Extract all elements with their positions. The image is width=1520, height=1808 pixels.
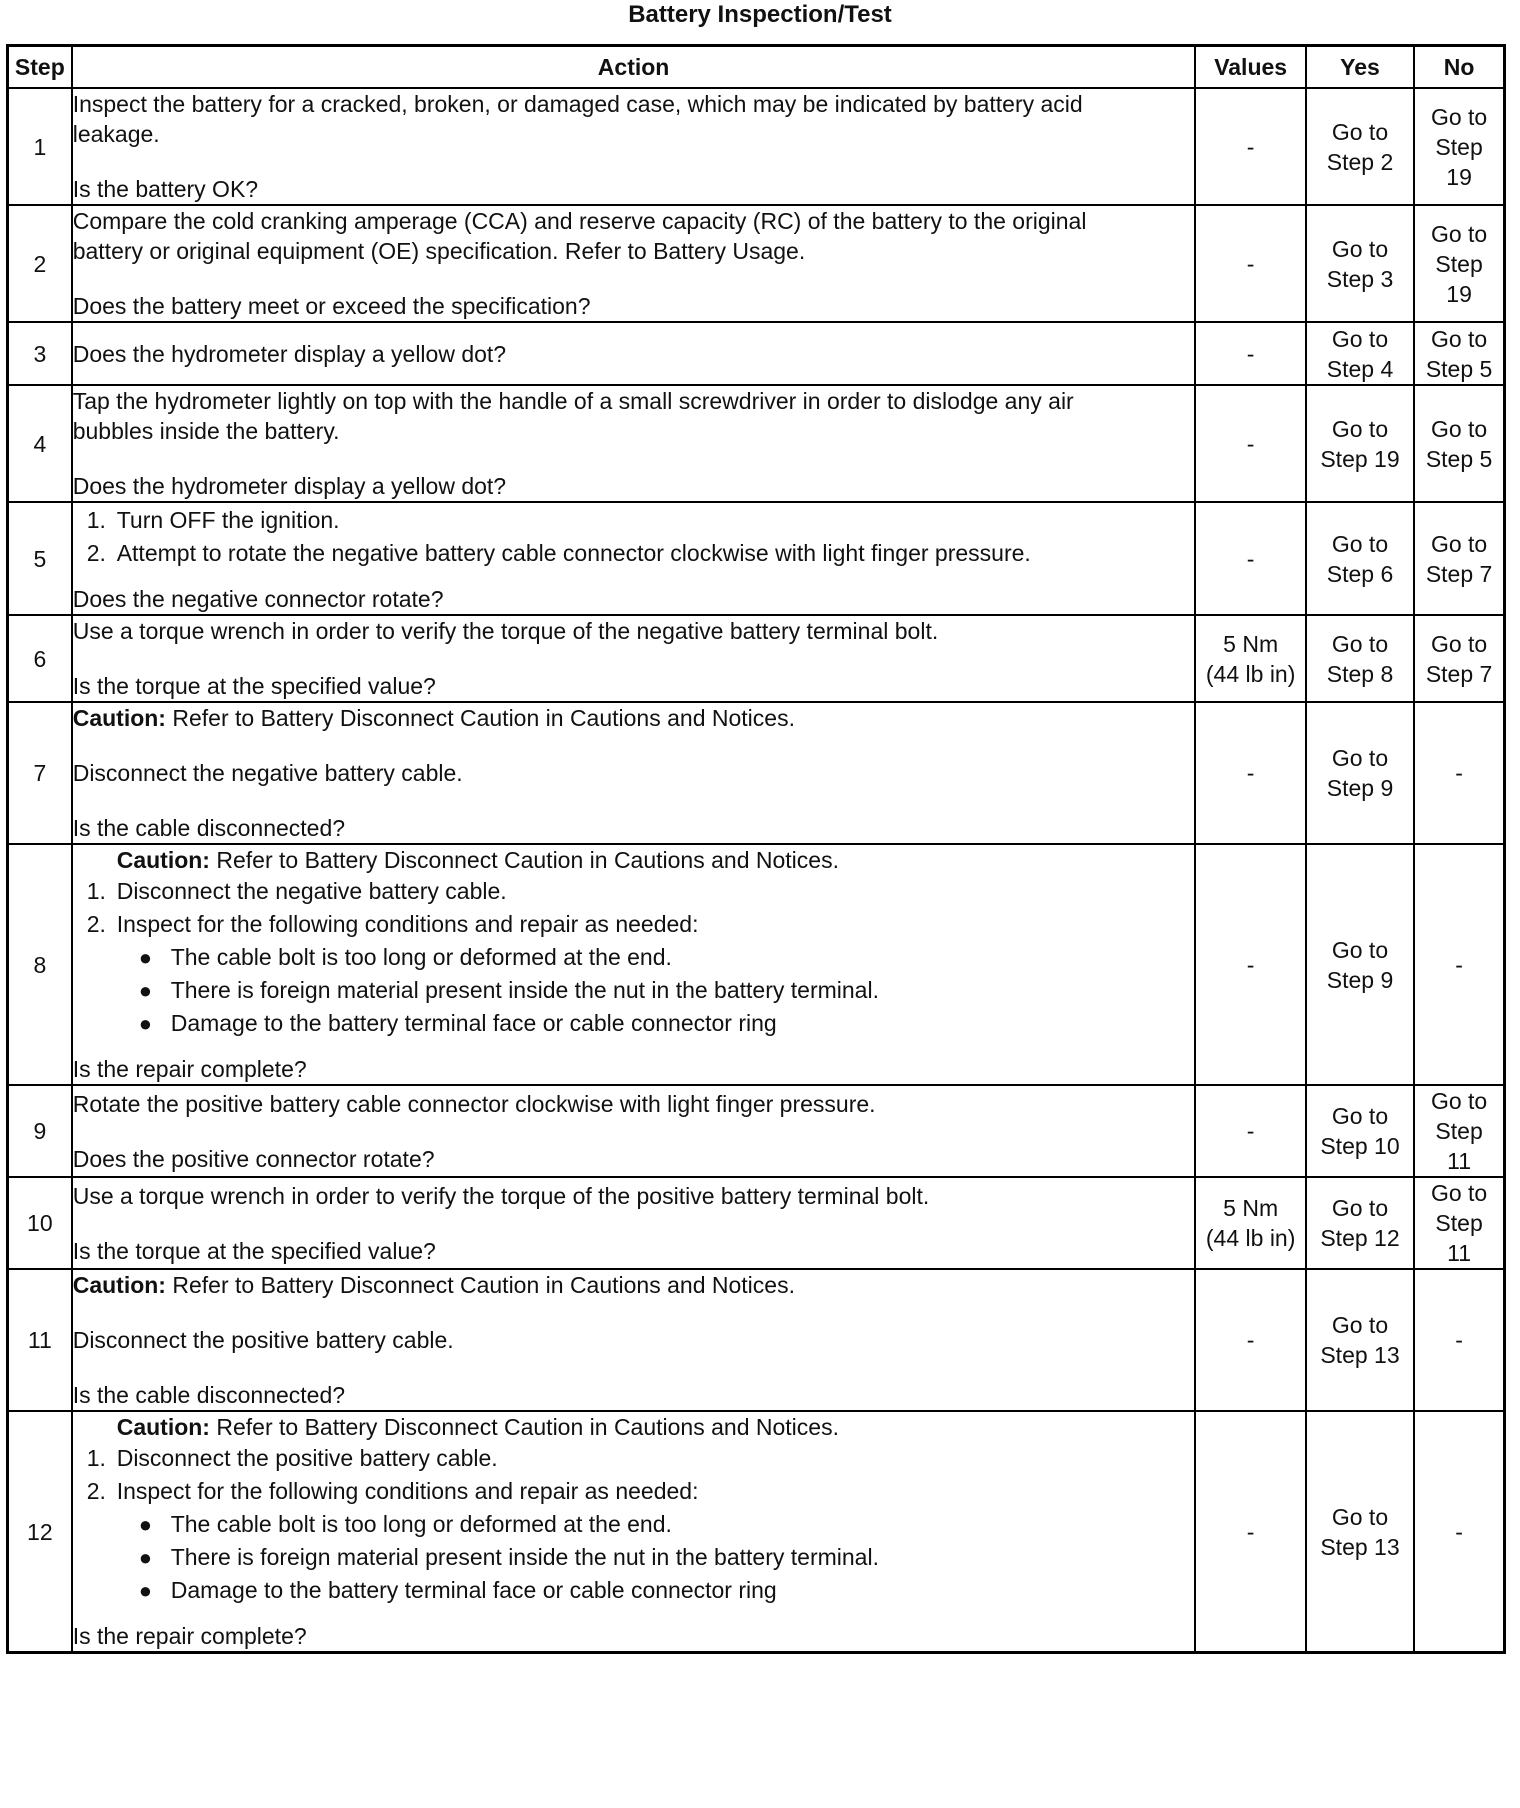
caution-label: Caution: (72, 1272, 166, 1298)
no-goto: 19 (1446, 280, 1472, 307)
list-text: Inspect for the following conditions and repair as needed: (116, 1478, 699, 1504)
question-text: Is the battery OK? (72, 176, 259, 202)
yes-cell (1306, 844, 1414, 1085)
header-action: Action (72, 46, 1196, 89)
caution-label: Caution: (72, 705, 166, 731)
yes-cell (1306, 1411, 1414, 1653)
bullet-text: The cable bolt is too long or deformed at the end. (170, 944, 672, 970)
list-item (87, 1475, 1195, 1508)
values-cell: - (1195, 1411, 1305, 1653)
yes-goto: Step 8 (1326, 660, 1394, 687)
no-goto: Step 5 (1425, 355, 1493, 382)
values-cell: - (1195, 88, 1305, 205)
step-number: 1 (8, 88, 72, 205)
caution-label: Caution: (116, 1414, 210, 1440)
caution-note (73, 1412, 1195, 1442)
no-goto: Go to (1430, 415, 1488, 442)
table-row (8, 844, 1505, 1085)
header-no: No (1414, 46, 1504, 89)
no-goto: - (1455, 1518, 1463, 1545)
bullet-list (73, 941, 1195, 1040)
yes-cell (1306, 702, 1414, 844)
no-goto: Step 7 (1425, 660, 1493, 687)
caution-text: Refer to Battery Disconnect Caution in Cautions and Notices. (209, 847, 839, 873)
bullet-item (139, 1508, 1195, 1541)
table-row (8, 1269, 1505, 1411)
value-text: (44 lb in) (1205, 660, 1296, 687)
bullet-item (139, 1541, 1195, 1574)
action-block (73, 1325, 1195, 1355)
no-cell (1414, 502, 1504, 615)
list-number: 1. (86, 506, 106, 533)
bullet-item (139, 974, 1195, 1007)
no-cell (1414, 1177, 1504, 1269)
yes-goto: Step 4 (1326, 355, 1394, 382)
yes-goto: Step 12 (1320, 1225, 1400, 1251)
caution-note (73, 845, 1195, 875)
step-number: 2 (8, 205, 72, 322)
yes-goto: Step 13 (1320, 1342, 1400, 1368)
list-text: Attempt to rotate the negative battery cable connector clockwise with light finger pressure. (116, 539, 1031, 566)
question-text: Does the battery meet or exceed the specification? (72, 293, 591, 319)
no-goto: - (1455, 760, 1463, 786)
action-text: Compare the cold cranking amperage (CCA) and reserve capacity (RC) of the battery to the original (72, 208, 1087, 234)
question-text: Does the hydrometer display a yellow dot? (72, 473, 507, 499)
no-cell (1414, 702, 1504, 844)
action-text: Inspect the battery for a cracked, broken, or damaged case, which may be indicated by battery acid (72, 91, 1083, 117)
yes-cell (1306, 205, 1414, 322)
action-block (73, 339, 1195, 369)
caution-block (73, 1270, 1195, 1300)
yes-goto: Step 19 (1320, 445, 1400, 472)
no-goto: Step (1435, 133, 1483, 160)
bullet-icon: ● (138, 1512, 152, 1537)
no-cell (1414, 322, 1504, 385)
no-cell (1414, 205, 1504, 322)
table-row (8, 322, 1505, 385)
step-number: 3 (8, 322, 72, 385)
yes-cell (1306, 1269, 1414, 1411)
action-block (73, 89, 1195, 149)
no-goto: - (1455, 951, 1463, 978)
action-block (73, 758, 1195, 788)
step-number: 7 (8, 702, 72, 844)
action-text: Use a torque wrench in order to verify the torque of the negative battery terminal bolt. (72, 618, 939, 644)
bullet-list (73, 1508, 1195, 1607)
no-goto: Go to (1430, 325, 1488, 352)
step-number: 5 (8, 502, 72, 615)
values-cell: - (1195, 702, 1305, 844)
value-text: (44 lb in) (1205, 1225, 1296, 1251)
bullet-icon: ● (138, 1578, 152, 1603)
yes-goto: Step 6 (1326, 560, 1394, 587)
value-text: 5 Nm (1223, 1195, 1279, 1221)
bullet-icon: ● (138, 945, 152, 970)
yes-goto: Go to (1331, 745, 1389, 771)
list-number: 2. (86, 539, 106, 566)
step-number: 9 (8, 1085, 72, 1177)
list-number: 2. (86, 911, 106, 937)
yes-goto: Go to (1331, 118, 1389, 145)
bullet-icon: ● (138, 1545, 152, 1570)
step-number: 8 (8, 844, 72, 1085)
values-cell: - (1195, 502, 1305, 615)
no-cell (1414, 615, 1504, 702)
question-text: Is the cable disconnected? (72, 815, 346, 841)
no-goto: Go to (1430, 630, 1488, 657)
no-goto: - (1455, 1327, 1463, 1353)
yes-cell (1306, 1085, 1414, 1177)
values-cell (1195, 615, 1305, 702)
list-item (87, 537, 1195, 570)
yes-goto: Step 13 (1320, 1533, 1400, 1560)
bullet-text: There is foreign material present inside the nut in the battery terminal. (170, 1544, 879, 1570)
list-number: 2. (86, 1478, 106, 1504)
no-goto: Step (1435, 250, 1483, 277)
action-cell (72, 1177, 1196, 1269)
action-text: Does the hydrometer display a yellow dot? (72, 340, 507, 367)
no-goto: 19 (1446, 163, 1472, 190)
question-text: Is the cable disconnected? (72, 1382, 346, 1408)
list-text: Turn OFF the ignition. (116, 506, 340, 533)
action-text: Disconnect the positive battery cable. (72, 1327, 454, 1353)
caution-text: Refer to Battery Disconnect Caution in Cautions and Notices. (209, 1414, 839, 1440)
yes-goto: Go to (1331, 415, 1389, 442)
caution-text: Refer to Battery Disconnect Caution in Cautions and Notices. (165, 1272, 795, 1298)
action-cell (72, 1411, 1196, 1653)
table-row (8, 385, 1505, 502)
action-text: bubbles inside the battery. (72, 418, 340, 444)
action-cell (72, 702, 1196, 844)
list-text: Disconnect the positive battery cable. (116, 1445, 498, 1471)
table-body (8, 88, 1505, 1653)
values-cell: - (1195, 1269, 1305, 1411)
values-cell: - (1195, 844, 1305, 1085)
yes-cell (1306, 322, 1414, 385)
bullet-item (139, 1007, 1195, 1040)
values-cell: - (1195, 322, 1305, 385)
yes-goto: Go to (1331, 1312, 1389, 1338)
action-cell (72, 502, 1196, 615)
table-row (8, 88, 1505, 205)
no-goto: 11 (1447, 1148, 1472, 1174)
step-number: 10 (8, 1177, 72, 1269)
no-goto: Step 7 (1425, 560, 1493, 587)
values-cell: - (1195, 385, 1305, 502)
yes-cell (1306, 615, 1414, 702)
no-goto: Go to (1430, 1088, 1488, 1114)
numbered-list (73, 875, 1195, 941)
no-cell (1414, 88, 1504, 205)
header-step: Step (8, 46, 72, 89)
yes-cell (1306, 1177, 1414, 1269)
bullet-text: Damage to the battery terminal face or cable connector ring (170, 1577, 777, 1603)
caution-label: Caution: (116, 847, 210, 873)
no-goto: Go to (1430, 103, 1488, 130)
no-cell (1414, 1269, 1504, 1411)
table-row (8, 205, 1505, 322)
action-text: Tap the hydrometer lightly on top with the handle of a small screwdriver in order to dislodge any air (72, 388, 1074, 414)
numbered-list (73, 1442, 1195, 1508)
table-row (8, 1411, 1505, 1653)
no-goto: Go to (1430, 530, 1488, 557)
no-goto: Step 5 (1425, 445, 1493, 472)
action-block (73, 616, 1195, 646)
yes-goto: Go to (1331, 936, 1389, 963)
action-text: battery or original equipment (OE) specification. Refer to Battery Usage. (72, 238, 806, 264)
caution-note (73, 1270, 1195, 1300)
action-cell (72, 844, 1196, 1085)
question-text: Is the torque at the specified value? (72, 1237, 436, 1264)
no-goto: Step (1435, 1118, 1483, 1144)
bullet-text: The cable bolt is too long or deformed at the end. (170, 1511, 672, 1537)
caution-note (73, 703, 1195, 733)
step-number: 12 (8, 1411, 72, 1653)
action-block (73, 386, 1195, 446)
table-row (8, 502, 1505, 615)
no-goto: 11 (1447, 1240, 1472, 1266)
table-row (8, 1085, 1505, 1177)
value-text: 5 Nm (1223, 630, 1279, 657)
bullet-item (139, 941, 1195, 974)
no-goto: Go to (1430, 220, 1488, 247)
yes-goto: Go to (1331, 325, 1389, 352)
action-cell (72, 615, 1196, 702)
yes-goto: Step 10 (1320, 1133, 1400, 1159)
yes-goto: Go to (1331, 1103, 1389, 1129)
question-text: Is the repair complete? (72, 1623, 307, 1649)
question-text: Is the torque at the specified value? (72, 673, 436, 699)
question-text: Is the repair complete? (72, 1056, 307, 1082)
numbered-list (73, 504, 1195, 570)
list-item (87, 875, 1195, 908)
header-values: Values (1195, 46, 1305, 89)
step-number: 6 (8, 615, 72, 702)
inspection-table (6, 44, 1506, 1654)
action-cell (72, 205, 1196, 322)
table-row (8, 615, 1505, 702)
action-cell (72, 385, 1196, 502)
no-cell (1414, 385, 1504, 502)
list-text: Disconnect the negative battery cable. (116, 878, 507, 904)
action-text: Disconnect the negative battery cable. (72, 760, 463, 786)
question-text: Does the positive connector rotate? (72, 1145, 435, 1172)
no-cell (1414, 844, 1504, 1085)
bullet-item (139, 1574, 1195, 1607)
yes-cell (1306, 88, 1414, 205)
caution-block (73, 703, 1195, 733)
no-cell (1414, 1085, 1504, 1177)
no-goto: Go to (1430, 1180, 1488, 1206)
yes-cell (1306, 385, 1414, 502)
bullet-text: Damage to the battery terminal face or cable connector ring (170, 1010, 777, 1036)
page-title: Battery Inspection/Test (628, 1, 892, 28)
list-text: Inspect for the following conditions and repair as needed: (116, 911, 699, 937)
no-goto: Step (1435, 1210, 1483, 1236)
action-cell (72, 322, 1196, 385)
action-cell (72, 1269, 1196, 1411)
step-number: 11 (8, 1269, 72, 1411)
action-cell (72, 1085, 1196, 1177)
list-number: 1. (86, 1445, 106, 1471)
action-text: Use a torque wrench in order to verify the torque of the positive battery terminal bolt. (72, 1182, 930, 1209)
yes-goto: Go to (1331, 235, 1389, 262)
list-number: 1. (86, 878, 106, 904)
yes-goto: Go to (1331, 530, 1389, 557)
header-yes: Yes (1306, 46, 1414, 89)
yes-goto: Step 9 (1326, 775, 1394, 801)
yes-goto: Step 9 (1326, 966, 1394, 993)
action-block (73, 1089, 1195, 1119)
values-cell: - (1195, 205, 1305, 322)
yes-goto: Step 2 (1326, 148, 1394, 175)
step-number: 4 (8, 385, 72, 502)
no-cell (1414, 1411, 1504, 1653)
question-text: Does the negative connector rotate? (72, 585, 444, 612)
list-item (87, 1442, 1195, 1475)
yes-goto: Go to (1331, 630, 1389, 657)
yes-goto: Step 3 (1326, 265, 1394, 292)
list-item (87, 908, 1195, 941)
yes-cell (1306, 502, 1414, 615)
table-row (8, 1177, 1505, 1269)
caution-text: Refer to Battery Disconnect Caution in Cautions and Notices. (165, 705, 795, 731)
values-cell: - (1195, 1085, 1305, 1177)
table-row (8, 702, 1505, 844)
values-cell (1195, 1177, 1305, 1269)
bullet-icon: ● (138, 1011, 152, 1036)
action-text: Rotate the positive battery cable connector clockwise with light finger pressure. (72, 1090, 876, 1117)
action-block (73, 206, 1195, 266)
yes-goto: Go to (1331, 1195, 1389, 1221)
bullet-text: There is foreign material present inside the nut in the battery terminal. (170, 977, 879, 1003)
action-text: leakage. (72, 121, 160, 147)
list-item (87, 504, 1195, 537)
action-block (73, 1181, 1195, 1211)
bullet-icon: ● (138, 978, 152, 1003)
header-row (8, 46, 1505, 89)
yes-goto: Go to (1331, 1503, 1389, 1530)
action-cell (72, 88, 1196, 205)
